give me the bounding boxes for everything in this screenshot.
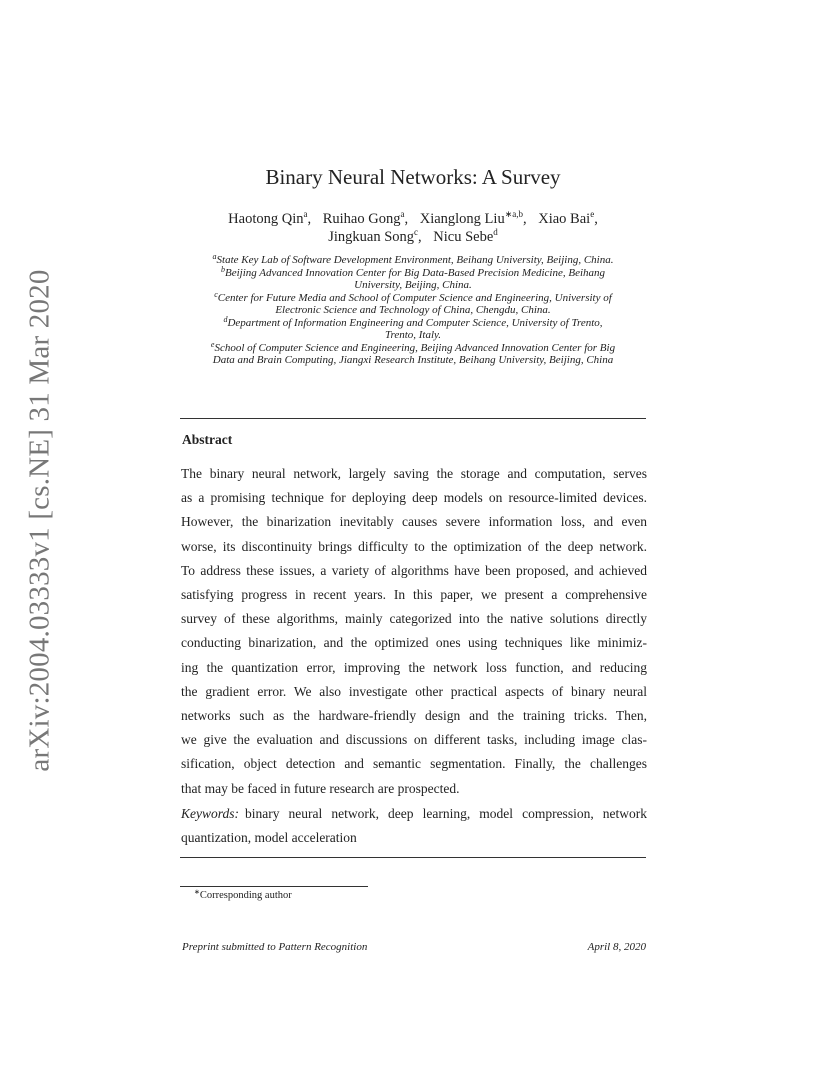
abstract-line: conducting binarization, and the optimized ones using techniques like minimiz- [181,635,647,651]
affiliation-list [180,254,646,367]
keywords [181,802,647,850]
author: Jingkuan Song$^c$, [328,227,422,245]
author: Haotong Qin$^a$, [228,209,312,227]
abstract-line: networks such as the hardware-friendly design and the training tricks. Then, [181,708,647,724]
footnote: ∗Corresponding author [194,888,292,901]
arxiv-side-stamp [18,268,62,772]
abstract-line: we give the evaluation and discussions on different tasks, including image clas- [181,732,647,748]
author: Ruihao Gong$^a$, [322,209,409,227]
keywords-line: Keywords: binary neural network, deep learning, model compression, network [181,806,647,821]
affiliation: $^e$School of Computer Science and Engineering, Beijing Advanced Innovation Center for Big Data and Brain Computing, Jiangxi Research Institute, Beihang University, Beijing, China [210,339,616,366]
abstract-body [181,462,647,801]
abstract-heading: Abstract [182,432,233,447]
abstract-line: the gradient error. We also investigate other practical aspects of binary neural [181,683,647,699]
affiliation: $^c$Center for Future Media and School of Computer Science and Engineering, University of Electronic Science and Technology of China, Chengdu, China. [214,289,612,316]
keywords-line: quantization, model acceleration [181,830,357,845]
abstract-line: To address these issues, a variety of algorithms have been proposed, and achieved [181,562,647,578]
abstract-line: survey of these algorithms, mainly categorized into the native solutions directly [181,611,647,627]
abstract-line: as a promising technique for deploying deep models on resource-limited devices. [181,490,647,506]
footer-journal: Preprint submitted to Pattern Recognition [182,941,368,953]
abstract-bottom-rule [180,857,646,858]
footnote-rule [180,886,368,887]
abstract-line: ing the quantization error, improving the network loss function, and reducing [181,659,647,675]
affiliation: $^b$Beijing Advanced Innovation Center for Big Data-Based Precision Medicine, Beihang University, Beijing, China. [220,264,606,291]
author-list [180,210,646,246]
abstract-line: sification, object detection and semantic segmentation. Finally, the challenges [181,756,647,772]
paper-title: Binary Neural Networks: A Survey [265,165,561,189]
abstract-line: worse, its discontinuity brings difficulty to the optimization of the deep network. [181,538,647,554]
author: Xiao Bai$^e$, [538,209,598,227]
affiliation: $^d$Department of Information Engineering and Computer Science, University of Trento, Trento, Italy. [223,314,603,341]
abstract-top-rule [180,418,646,419]
keywords-label: Keywords: [181,806,239,821]
abstract-line: satisfying progress in recent years. In this paper, we present a comprehensive [181,587,647,603]
abstract-line: However, the binarization inevitably causes severe information loss, and even [181,514,647,530]
abstract-line: The binary neural network, largely saving the storage and computation, serves [181,466,647,481]
author: Xianglong Liu$^{∗a,b}$, [419,209,527,227]
abstract-line: that may be faced in future research are prospected. [181,780,460,796]
affiliation: $^a$State Key Lab of Software Development Environment, Beihang University, Beijing, China. [212,252,614,266]
arxiv-id-text: arXiv:2004.03333v1 [cs.NE] 31 Mar 2020 [23,268,56,772]
author: Nicu Sebe$^d$ [433,227,498,245]
footer-date: April 8, 2020 [587,941,646,953]
